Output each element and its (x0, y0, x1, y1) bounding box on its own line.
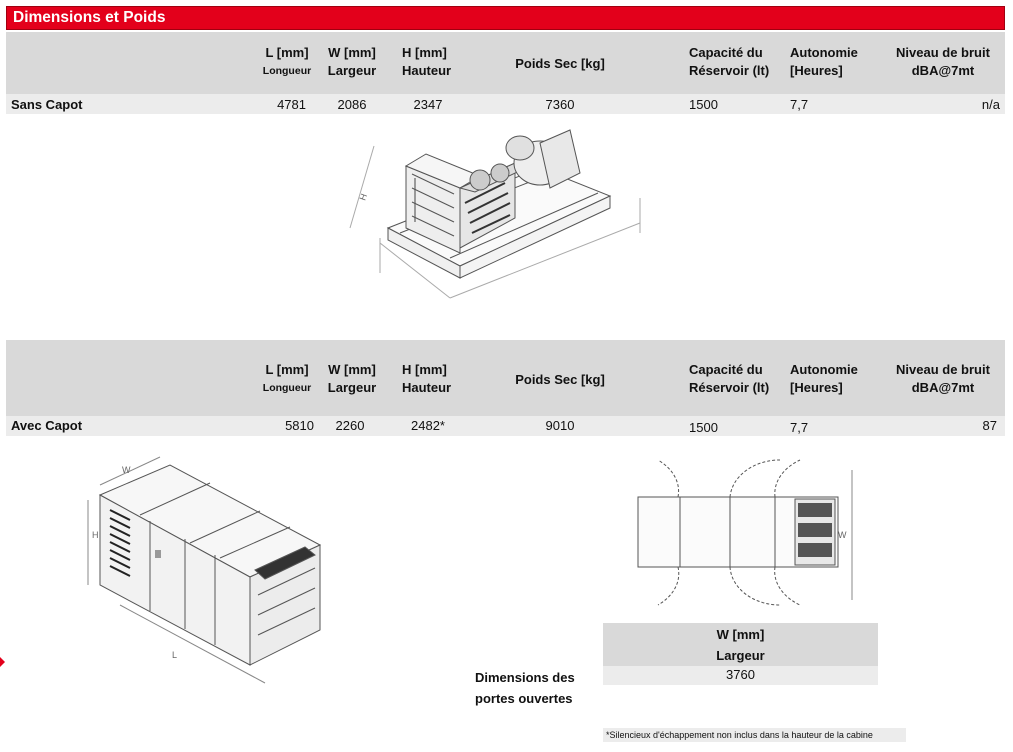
cell-autonomie: 7,7 (790, 97, 809, 112)
cell-w: 2086 (337, 97, 367, 112)
drawing-label-w2: W (838, 530, 847, 540)
open-doors-top-view-drawing (630, 455, 860, 615)
cell-poids-2: 9010 (545, 418, 575, 433)
drawing-label-h2: H (92, 530, 99, 540)
cell-capacite-2: 1500 (689, 420, 718, 435)
row-label-avec-capot: Avec Capot (11, 418, 83, 433)
cell-w-2: 2260 (335, 418, 365, 433)
table-row-sans-capot (6, 94, 1005, 114)
col-h-header: H [mm] Hauteur (402, 45, 452, 78)
col-autonomie-header-2: Autonomie [Heures] (790, 362, 858, 395)
col-l-header-2: L [mm] Longueur (262, 362, 312, 394)
cell-poids: 7360 (545, 97, 575, 112)
cell-h-2: 2482* (411, 418, 445, 433)
footnote: *Silencieux d'échappement non inclus dans la hauteur de la cabine (603, 728, 906, 742)
cell-l-2: 5810 (285, 418, 314, 433)
col-capacite-header: Capacité du Réservoir (lt) (689, 45, 770, 78)
col-h-header-2: H [mm] Hauteur (402, 362, 452, 395)
drawing-label-l: L (172, 650, 178, 660)
col-autonomie-header: Autonomie [Heures] (790, 45, 858, 78)
table-row-avec-capot (6, 416, 1005, 436)
col-w-header: W [mm] Largeur (327, 45, 377, 78)
open-generator-drawing (340, 118, 660, 318)
cell-bruit: n/a (981, 97, 1000, 112)
enclosed-generator-drawing (80, 455, 330, 695)
cell-capacite: 1500 (689, 97, 718, 112)
red-marker (0, 657, 5, 667)
doors-col-header: W [mm] Largeur (716, 627, 765, 663)
col-bruit-header: Niveau de bruit dBA@7mt (896, 45, 990, 78)
col-capacite-header-2: Capacité du Réservoir (lt) (689, 362, 770, 395)
cell-h: 2347 (413, 97, 443, 112)
col-w-header-2: W [mm] Largeur (327, 362, 377, 395)
cell-l: 4781 (277, 97, 306, 112)
row-label-sans-capot: Sans Capot (11, 97, 83, 112)
drawing-label-w1: W (122, 465, 131, 475)
col-bruit-header-2: Niveau de bruit dBA@7mt (896, 362, 990, 395)
doors-value: 3760 (726, 667, 755, 682)
col-poids-header-2: Poids Sec [kg] (515, 372, 605, 387)
col-l-header: L [mm] Longueur (262, 45, 312, 77)
section-title: Dimensions et Poids (13, 9, 166, 26)
cell-bruit-2: 87 (982, 418, 997, 433)
section-title-bar (6, 6, 1005, 30)
drawing-label-h1: H (357, 192, 370, 202)
cell-autonomie-2: 7,7 (790, 420, 809, 435)
col-poids-header: Poids Sec [kg] (515, 56, 605, 71)
doors-label: Dimensions des portes ouvertes (475, 670, 575, 706)
